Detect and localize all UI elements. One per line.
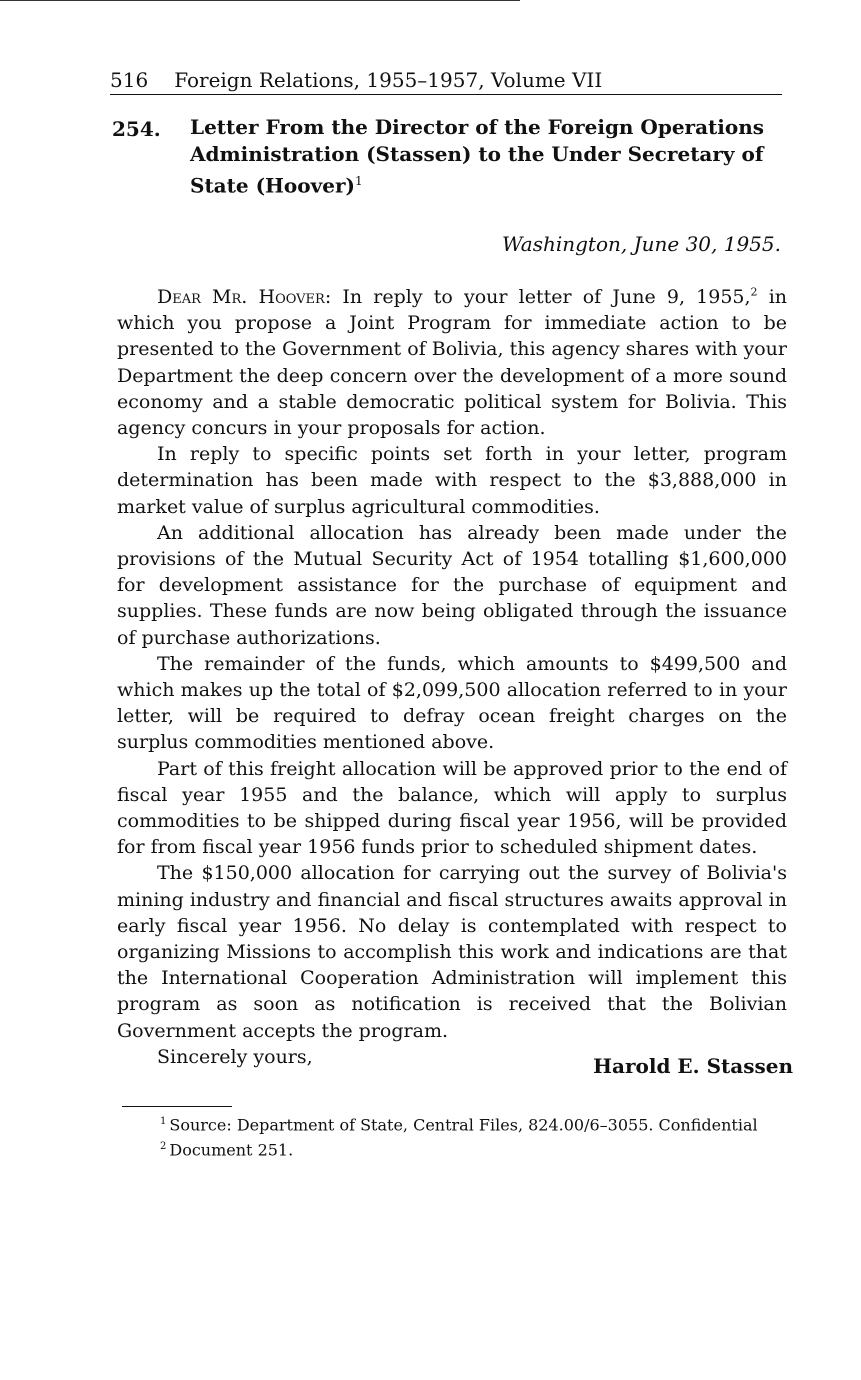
letter-body <box>117 284 787 1070</box>
dateline: Washington, June 30, 1955. <box>501 232 781 256</box>
letter-paragraph-4: The remainder of the funds, which amounts to $499,500 and which makes up the total of $2,099,500 allocation referred to in your letter, will be required to defray ocean freight charges on the surplus commodities mentioned above. <box>117 652 787 754</box>
footnote-1 <box>160 1111 780 1136</box>
footnote-2-text: Document 251. <box>169 1140 294 1160</box>
top-edge-rule <box>0 0 520 1</box>
document-number: 254. <box>112 117 161 141</box>
footnotes <box>160 1111 780 1162</box>
paragraph-1-text-b: in which you propose a Joint Program for immediate action to be presented to the Government of Bolivia, this agency shares with your Department the deep concern over the development of a more sound economy and a stable democratic political system for Bolivia. This agency concurs in your proposals for action. <box>117 286 788 440</box>
footnote-1-text: Source: Department of State, Central Files, 824.00/6–3055. Confidential <box>169 1115 758 1135</box>
paragraph-1-text-a: In reply to your letter of June 9, 1955, <box>342 286 751 308</box>
footnote-2 <box>160 1136 780 1161</box>
signature: Harold E. Stassen <box>593 1054 793 1078</box>
footnote-1-marker: 1 <box>160 1116 167 1127</box>
letter-paragraph-5: Part of this freight allocation will be approved prior to the end of fiscal year 1955 and the balance, which will apply to surplus commodities to be shipped during fiscal year 1956, will be provided for from fiscal year 1956 funds prior to scheduled shipment dates. <box>117 757 787 859</box>
footnote-divider <box>122 1106 232 1107</box>
letter-paragraph-2: In reply to specific points set forth in your letter, program determination has been made with respect to the $3,888,000 in market value of surplus agricultural commodities. <box>117 443 787 518</box>
footnote-2-marker: 2 <box>160 1141 167 1153</box>
page-number: 516 <box>110 68 149 92</box>
paragraph-1-footnote-ref[interactable]: 2 <box>750 285 758 299</box>
closing: Sincerely yours, <box>157 1045 313 1068</box>
document-title-text: Letter From the Director of the Foreign Operations Administration (Stassen) to the Under Secretary of State (Hoover) <box>190 115 765 198</box>
letter-paragraph-1 <box>117 284 787 441</box>
volume-title: Foreign Relations, 1955–1957, Volume VII <box>174 68 603 92</box>
letter-paragraph-6: The $150,000 allocation for carrying out the survey of Bolivia's mining industry and financial and fiscal structures awaits approval in early fiscal year 1956. No delay is contemplated with respect to organizing Missions to accomplish this work and indications are that the International Cooperation Administration will implement this program as soon as notification is received that the Bolivian Government accepts the program. <box>117 862 787 1042</box>
title-footnote-ref[interactable]: 1 <box>354 174 363 188</box>
letter-paragraph-3: An additional allocation has already been made under the provisions of the Mutual Security Act of 1954 totalling $1,600,000 for development assistance for the purchase of equipment and supplies. These funds are now being obligated through the issuance of purchase authorizations. <box>117 521 787 649</box>
running-head <box>110 66 782 95</box>
document-title <box>190 114 790 200</box>
salutation: Dear Mr. Hoover: <box>157 286 332 308</box>
